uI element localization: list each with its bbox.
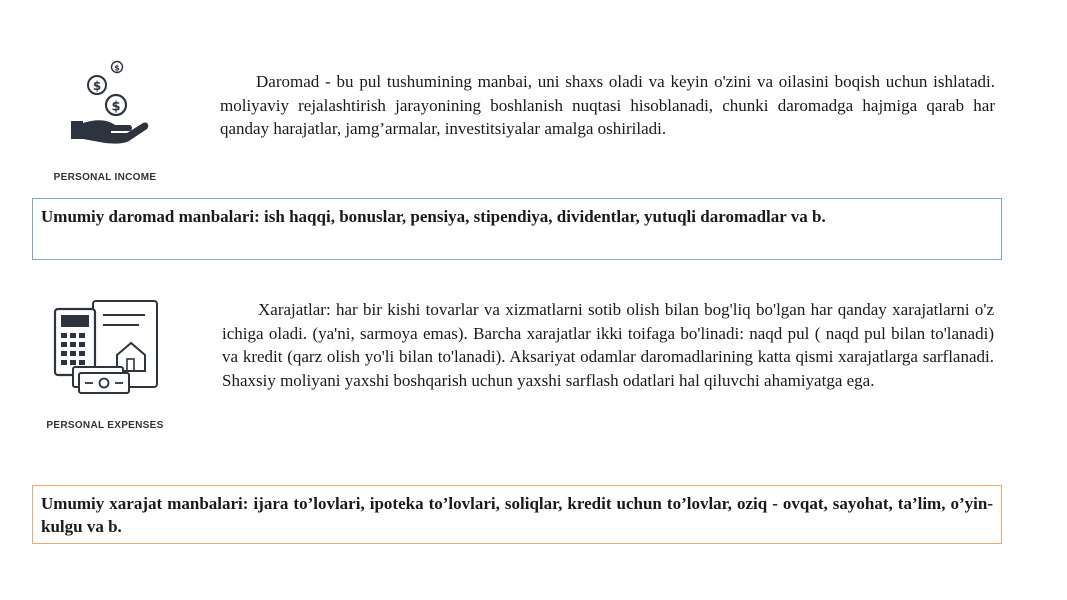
hand-with-dollar-coins-icon <box>55 55 155 165</box>
personal-expenses-label: PERSONAL EXPENSES <box>46 420 164 431</box>
svg-text:$: $ <box>111 99 121 115</box>
keyword-credit: kredit <box>242 347 283 367</box>
expenses-text-part1: Xarajatlar: har bir kishi tovarlar va xizmatlarni sotib olish bilan bog'liq bo'lgan har qanday xarajatlarni o'z ichiga oladi. (ya'ni, sarmoya emas). Barcha xarajatlar ikki toifaga bo'linadi: <box>222 300 994 343</box>
expenses-text-part4: (qarz olish yo'li bilan to'lanadi). Aksariyat odamlar daromadlarining katta qismi xarajatlarga sarflanadi. Shaxsiy moliyani yaxshi boshqarish uchun yaxshi sarflash odatlari hal qiluvchi ahamiyatga ega. <box>222 347 995 390</box>
personal-income-label: PERSONAL INCOME <box>53 172 157 183</box>
personal-expenses-icon-block <box>30 295 180 431</box>
income-sources-box <box>32 198 1002 260</box>
income-definition-paragraph <box>220 70 995 141</box>
keyword-cash-2: naqd pul <box>825 323 886 343</box>
expense-sources-text: Umumiy xarajat manbalari: ijara to’lovlari, ipoteka to’lovlari, soliqlar, kredit uchun to’lovlar, oziq - ovqat, sayohat, ta’lim, o’yin-kulgu va b. <box>41 494 993 536</box>
svg-text:$: $ <box>114 63 120 73</box>
expense-sources-box <box>32 485 1002 544</box>
expenses-text-part3: bilan to'lanadi) va <box>222 323 994 367</box>
income-definition-text: Daromad - bu pul tushumining manbai, uni shaxs oladi va keyin o'zini va oilasini boqish uchun ishlatadi. moliyaviy rejalashtirish jarayonining boshlanish nuqtasi hisoblanadi, chunki daromadga hajmiga qarab har qanday harajatlar, jamg’armalar, investitsiyalar amalga oshiriladi. <box>220 72 995 138</box>
keyword-cash: naqd pul <box>749 323 810 343</box>
income-sources-text: Umumiy daromad manbalari: ish haqqi, bonuslar, pensiya, stipendiya, dividentlar, yutuqli daromadlar va b. <box>41 207 826 226</box>
calculator-bills-document-icon <box>45 295 165 405</box>
expenses-definition-paragraph <box>222 298 994 392</box>
expenses-text-part2: ( <box>809 323 826 343</box>
svg-text:$: $ <box>92 79 102 93</box>
personal-income-icon-block <box>30 55 180 183</box>
